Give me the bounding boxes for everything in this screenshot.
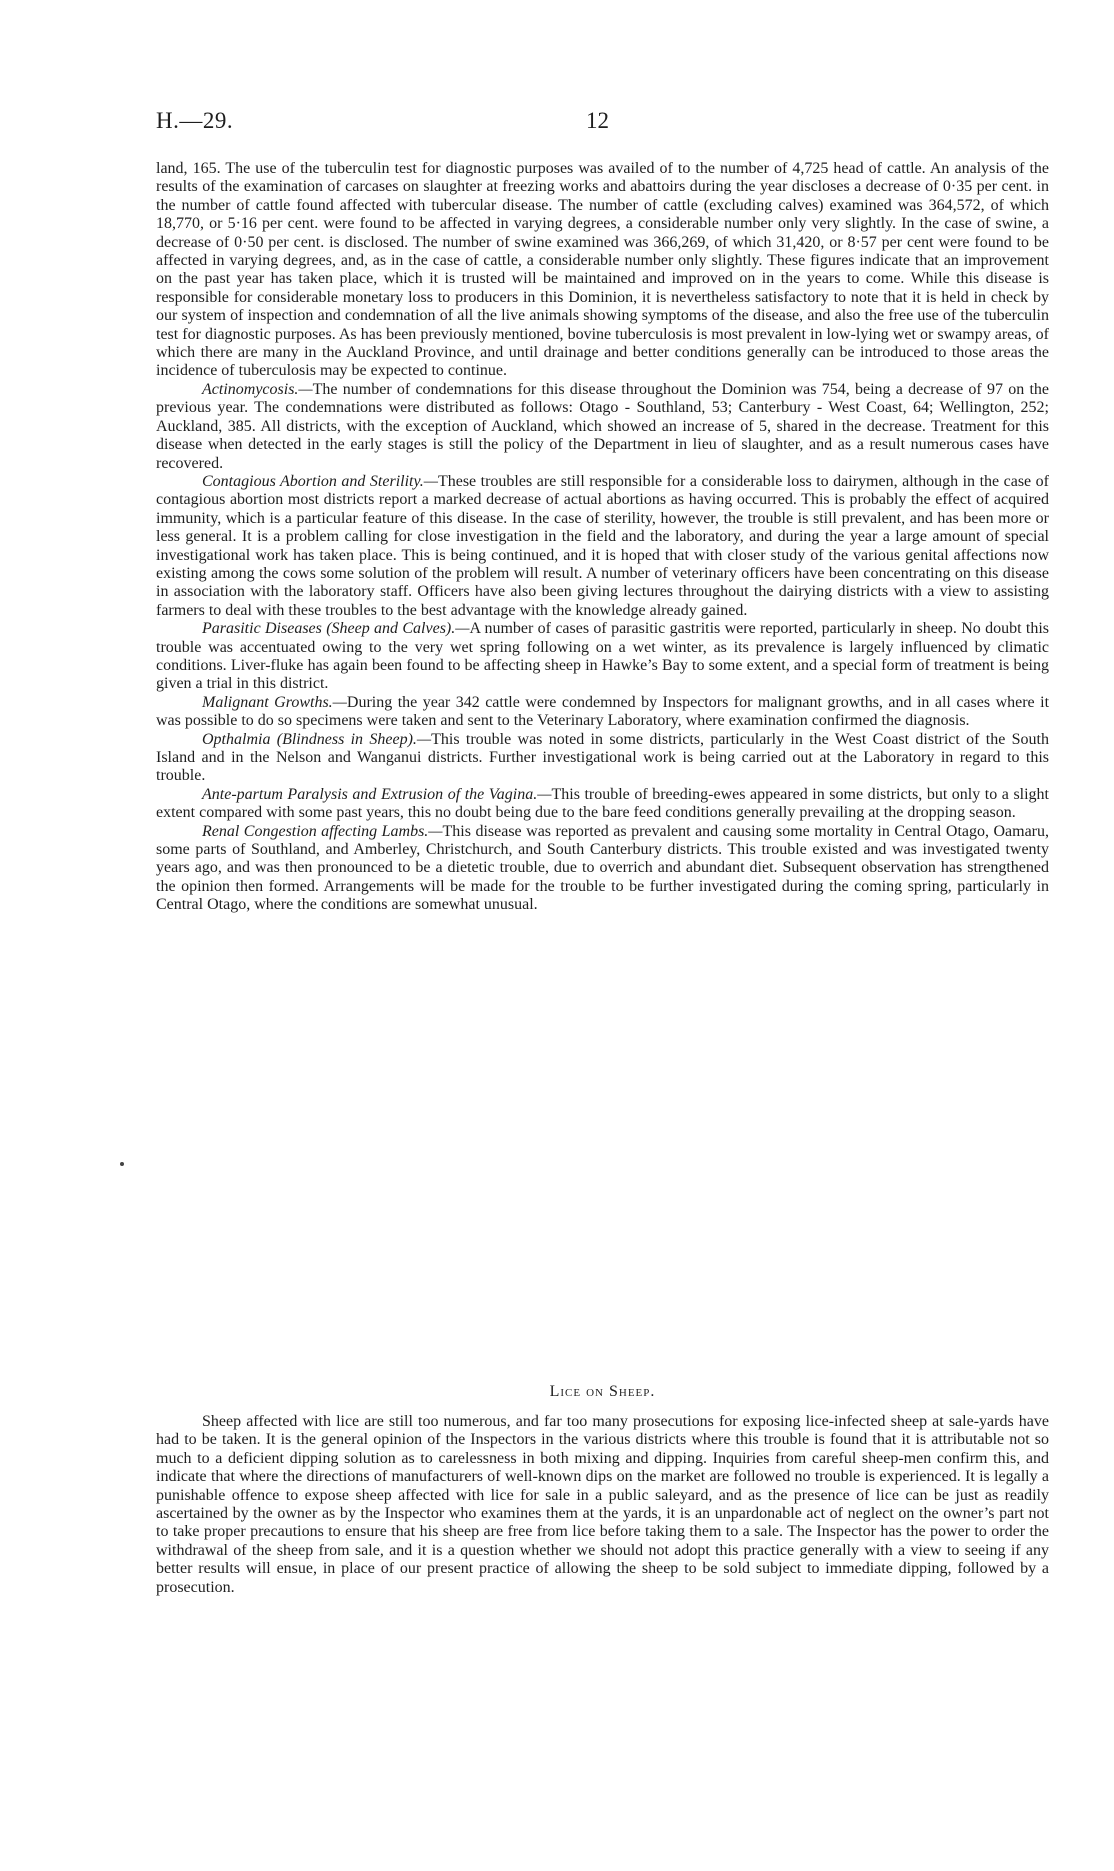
paragraph-text: This trouble of breeding-ewes appeared in some districts, but only to a slight extent compared with some past years, this no doubt being due to the bare feed conditions generally prevailing at the dropping season. <box>156 785 1050 822</box>
page-header <box>156 108 958 138</box>
page-number: 12 <box>586 108 609 133</box>
paragraph-lice-on-sheep: Sheep affected with lice are still too numerous, and far too many prosecutions for exposing lice-infected sheep at sale-yards have had to be taken. It is the general opinion of the Inspectors in the various districts where this trouble is found that it is attributable not so much to a deficient dipping solution as to carelessness in both mixing and dipping. Inquiries from careful sheep-men confirm this, and indicate that where the directions of manufacturers of well-known dips on the market are followed no trouble is experienced. It is legally a punishable offence to expose sheep affected with lice for sale in a public saleyard, and as the presence of lice can be just as readily ascertained by the owner as by the Inspector who examines them at the yards, it is an unpardonable act of neglect on the owner’s part not to take proper precautions to ensure that his sheep are free from lice before taking them to a sale. The Inspector has the power to order the withdrawal of the sheep from sale, and it is a question whether we should not adopt this practice generally with a view to seeing if any better results will ensue, in place of our present practice of allowing the sheep to be sold subject to immediate dipping, followed by a prosecution. <box>156 1413 1049 1596</box>
margin-mark <box>120 1162 124 1166</box>
section-heading-lice-on-sheep: Lice on Sheep. <box>549 1383 656 1400</box>
paragraph-heading: Malignant Growths.— <box>202 693 347 711</box>
paragraph-opthalmia <box>156 731 1049 786</box>
paragraph-contagious-abortion <box>156 473 1049 620</box>
paragraph-heading: Opthalmia (Blindness in Sheep).— <box>202 730 432 748</box>
paragraph-actinomycosis <box>156 381 1049 473</box>
document-reference: H.—29. <box>156 108 234 133</box>
paragraph-malignant-growths <box>156 694 1049 731</box>
paragraph-text: land, 165. The use of the tuberculin test for diagnostic purposes was availed of to the number of 4,725 head of cattle. An analysis of the results of the examination of carcases on slaughter at freezing works and abattoirs during the year discloses a decrease of 0·35 per cent. in the number of cattle found affected with tubercular disease. The number of cattle (excluding calves) examined was 364,572, of which 18,770, or 5·16 per cent. were found to be affected in varying degrees, a considerable number only very slightly. In the case of swine, a decrease of 0·50 per cent. is disclosed. The number of swine examined was 366,269, of which 31,420, or 8·57 per cent were found to be affected in varying degrees, and, as in the case of cattle, a considerable number only slightly. These figures indicate that an improvement on the past year has taken place, which it is trusted will be maintained and improved on in the years to come. While this disease is responsible for considerable monetary loss to producers in this Dominion, it is nevertheless satisfactory to note that it is held in check by our system of inspection and condemnation of all the live animals showing symptoms of the disease, and also the free use of the tuberculin test for diagnostic purposes. As has been previously mentioned, bovine tuberculosis is most prevalent in low-lying wet or swampy areas, of which there are many in the Auckland Province, and until drainage and better conditions generally can be introduced to those areas the incidence of tuberculosis may be expected to continue. <box>156 160 1049 380</box>
paragraph-renal-congestion <box>156 823 1049 915</box>
paragraph-heading: Ante-partum Paralysis and Extrusion of the Vagina.— <box>202 785 552 803</box>
paragraph-text: This trouble was noted in some districts, particularly in the West Coast district of the South Island and in the Nelson and Wanganui districts. Further investigational work is being carried out at the Laboratory in regard to this trouble. <box>156 730 1049 785</box>
body-text <box>156 160 1049 915</box>
lice-section-body <box>156 1413 1049 1597</box>
paragraph-text: The number of condemnations for this disease throughout the Dominion was 754, being a decrease of 97 on the previous year. The condemnations were distributed as follows: Otago - Southland, 53; Canterbury - West Coast, 64; Wellington, 252; Auckland, 385. All districts, with the exception of Auckland, which showed an increase of 5, shared in the decrease. Treatment for this disease when detected in the early stages is still the policy of the Department in lieu of slaughter, and as a result numerous cases have recovered. <box>156 380 1049 472</box>
paragraph-heading: Actinomycosis.— <box>202 380 313 398</box>
paragraph-parasitic-diseases <box>156 620 1049 694</box>
paragraph-heading: Contagious Abortion and Sterility.— <box>202 472 438 490</box>
paragraph-tuberculosis-continued <box>156 160 1049 381</box>
paragraph-text: These troubles are still responsible for a considerable loss to dairymen, although in the case of contagious abortion most districts report a marked decrease of actual abortions as having occurred. This is probably the effect of acquired immunity, which is a particular feature of this disease. In the case of sterility, however, the trouble is still prevalent, and has been more or less general. It is a problem calling for close investigation in the field and the laboratory, and during the year a large amount of special investigational work has taken place. This is being continued, and it is hoped that with closer study of the various genital affections now existing among the cows some solution of the problem will result. A number of veterinary officers have been concentrating on this disease in association with the laboratory staff. Officers have also been giving lectures throughout the dairying districts with a view to assisting farmers to deal with these troubles to the best advantage with the knowledge already gained. <box>156 472 1050 619</box>
paragraph-text: This disease was reported as prevalent and causing some mortality in Central Otago, Oamaru, some parts of Southland, and Amberley, Christchurch, and South Canterbury districts. This trouble existed and was investigated twenty years ago, and was then pronounced to be a dietetic trouble, due to overrich and abundant diet. Subsequent observation has strengthened the opinion then formed. Arrangements will be made for the trouble to be further investigated during the coming spring, particularly in Central Otago, where the conditions are somewhat unusual. <box>156 822 1049 914</box>
paragraph-ante-partum-paralysis <box>156 786 1049 823</box>
paragraph-text: During the year 342 cattle were condemned by Inspectors for malignant growths, and in all cases where it was possible to do so specimens were taken and sent to the Veterinary Laboratory, where examination confirmed the diagnosis. <box>156 693 1050 730</box>
paragraph-text: A number of cases of parasitic gastritis were reported, particularly in sheep. No doubt this trouble was accentuated owing to the very wet spring following on a wet winter, as its prevalence is largely influenced by climatic conditions. Liver-fluke has again been found to be affecting sheep in Hawke’s Bay to some extent, and a special form of treatment is being given a trial in this district. <box>156 620 1049 693</box>
paragraph-heading: Renal Congestion affecting Lambs.— <box>202 822 443 840</box>
paragraph-heading: Parasitic Diseases (Sheep and Calves).— <box>202 620 470 638</box>
